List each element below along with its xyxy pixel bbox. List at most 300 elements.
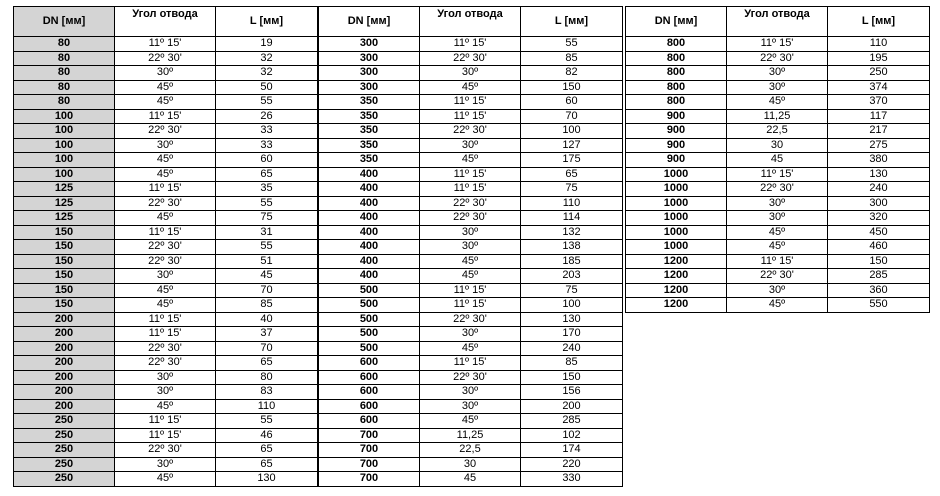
length-cell: 117 [828, 109, 930, 124]
dn-cell: 1000 [626, 240, 727, 255]
table-row [626, 298, 930, 313]
angle-cell: 11º 15' [420, 298, 521, 313]
table-row [14, 124, 318, 139]
table-row [319, 283, 623, 298]
dn-cell: 600 [319, 356, 420, 371]
dn-cell: 400 [319, 254, 420, 269]
angle-cell: 22º 30' [727, 51, 828, 66]
dn-cell: 125 [14, 196, 115, 211]
dn-cell: 700 [319, 457, 420, 472]
angle-cell: 45º [420, 153, 521, 168]
angle-cell: 22º 30' [420, 312, 521, 327]
table-row [14, 457, 318, 472]
table-row [14, 196, 318, 211]
angle-cell: 30º [115, 457, 216, 472]
length-cell: 550 [828, 298, 930, 313]
table-row [626, 80, 930, 95]
table-row [14, 269, 318, 284]
length-cell: 217 [828, 124, 930, 139]
dn-cell: 500 [319, 341, 420, 356]
table-row [319, 356, 623, 371]
dn-cell: 125 [14, 182, 115, 197]
length-cell: 360 [828, 283, 930, 298]
angle-cell: 45º [115, 80, 216, 95]
dn-header: DN [мм] [14, 7, 115, 37]
dn-cell: 200 [14, 399, 115, 414]
angle-cell: 11º 15' [115, 225, 216, 240]
dn-cell: 700 [319, 443, 420, 458]
dn-cell: 350 [319, 95, 420, 110]
table-row [319, 37, 623, 52]
length-cell: 130 [216, 472, 318, 487]
angle-cell: 30º [420, 66, 521, 81]
length-cell: 75 [521, 283, 623, 298]
table-row [14, 37, 318, 52]
length-cell: 300 [828, 196, 930, 211]
dn-cell: 800 [626, 51, 727, 66]
angle-cell: 45º [115, 283, 216, 298]
dn-cell: 350 [319, 109, 420, 124]
table-row [14, 428, 318, 443]
table-row [626, 182, 930, 197]
length-cell: 114 [521, 211, 623, 226]
angle-cell: 45º [115, 399, 216, 414]
table-row [14, 182, 318, 197]
table-row [626, 211, 930, 226]
length-cell: 156 [521, 385, 623, 400]
length-cell: 240 [521, 341, 623, 356]
length-cell: 275 [828, 138, 930, 153]
table-row [14, 356, 318, 371]
dn-cell: 800 [626, 66, 727, 81]
dn-cell: 900 [626, 138, 727, 153]
table-row [319, 240, 623, 255]
angle-cell: 22º 30' [115, 356, 216, 371]
length-cell: 65 [216, 167, 318, 182]
length-cell: 380 [828, 153, 930, 168]
length-cell: 85 [521, 356, 623, 371]
dn-cell: 150 [14, 254, 115, 269]
length-cell: 70 [216, 283, 318, 298]
angle-cell: 11º 15' [420, 356, 521, 371]
dn-cell: 250 [14, 428, 115, 443]
angle-cell: 11º 15' [420, 182, 521, 197]
dn-cell: 500 [319, 312, 420, 327]
dn-cell: 700 [319, 428, 420, 443]
angle-cell: 30º [727, 66, 828, 81]
length-cell: 130 [521, 312, 623, 327]
angle-cell: 30º [727, 211, 828, 226]
dn-cell: 200 [14, 341, 115, 356]
dn-cell: 80 [14, 51, 115, 66]
table-row [319, 167, 623, 182]
angle-cell: 45º [115, 211, 216, 226]
length-cell: 85 [216, 298, 318, 313]
header-row [14, 7, 318, 37]
angle-cell: 11º 15' [115, 109, 216, 124]
angle-cell: 45 [727, 153, 828, 168]
length-cell: 83 [216, 385, 318, 400]
table-row [626, 269, 930, 284]
angle-cell: 45º [420, 414, 521, 429]
angle-cell: 45º [115, 472, 216, 487]
angle-cell: 22º 30' [420, 124, 521, 139]
table-row [626, 254, 930, 269]
angle-cell: 45º [115, 167, 216, 182]
length-cell: 330 [521, 472, 623, 487]
length-cell: 150 [828, 254, 930, 269]
length-cell: 174 [521, 443, 623, 458]
dn-cell: 1000 [626, 211, 727, 226]
length-cell: 85 [521, 51, 623, 66]
dn-cell: 125 [14, 211, 115, 226]
bend-table-2 [318, 6, 623, 487]
dn-cell: 400 [319, 167, 420, 182]
dn-cell: 200 [14, 385, 115, 400]
table-row [626, 51, 930, 66]
length-cell: 240 [828, 182, 930, 197]
dn-cell: 350 [319, 153, 420, 168]
length-cell: 185 [521, 254, 623, 269]
table-row [14, 240, 318, 255]
table-row [626, 109, 930, 124]
length-cell: 55 [521, 37, 623, 52]
length-cell: 19 [216, 37, 318, 52]
length-cell: 45 [216, 269, 318, 284]
table-row [14, 472, 318, 487]
dn-cell: 100 [14, 109, 115, 124]
table-row [319, 153, 623, 168]
length-cell: 32 [216, 66, 318, 81]
length-cell: 138 [521, 240, 623, 255]
length-cell: 110 [216, 399, 318, 414]
table-row [626, 240, 930, 255]
table-row [626, 37, 930, 52]
length-cell: 40 [216, 312, 318, 327]
table-row [319, 443, 623, 458]
angle-cell: 11,25 [727, 109, 828, 124]
angle-cell: 45 [420, 472, 521, 487]
table-row [626, 167, 930, 182]
table-row [14, 414, 318, 429]
table-row [319, 399, 623, 414]
length-cell: 170 [521, 327, 623, 342]
table-row [319, 95, 623, 110]
angle-cell: 22º 30' [115, 51, 216, 66]
table-row [319, 298, 623, 313]
dn-cell: 1200 [626, 283, 727, 298]
dn-cell: 400 [319, 240, 420, 255]
dn-cell: 900 [626, 109, 727, 124]
angle-cell: 11º 15' [727, 167, 828, 182]
length-cell: 285 [521, 414, 623, 429]
table-row [319, 472, 623, 487]
angle-cell: 45º [727, 95, 828, 110]
table-row [319, 182, 623, 197]
length-cell: 70 [216, 341, 318, 356]
angle-cell: 30º [420, 138, 521, 153]
dn-cell: 200 [14, 370, 115, 385]
dn-cell: 100 [14, 124, 115, 139]
table-row [319, 312, 623, 327]
angle-cell: 11º 15' [115, 327, 216, 342]
table-row [14, 327, 318, 342]
angle-cell: 22,5 [727, 124, 828, 139]
dn-cell: 150 [14, 283, 115, 298]
dn-cell: 250 [14, 472, 115, 487]
length-cell: 82 [521, 66, 623, 81]
bend-table-1 [13, 6, 318, 487]
table-row [319, 80, 623, 95]
dn-header: DN [мм] [319, 7, 420, 37]
length-cell: 65 [216, 356, 318, 371]
dn-cell: 600 [319, 399, 420, 414]
length-cell: 220 [521, 457, 623, 472]
table-row [14, 167, 318, 182]
angle-cell: 11º 15' [420, 109, 521, 124]
dn-cell: 600 [319, 370, 420, 385]
header-row [626, 7, 930, 37]
length-cell: 80 [216, 370, 318, 385]
dn-cell: 300 [319, 37, 420, 52]
table-row [626, 95, 930, 110]
angle-cell: 30º [115, 269, 216, 284]
angle-cell: 45º [727, 225, 828, 240]
angle-cell: 45º [420, 80, 521, 95]
dn-cell: 1000 [626, 182, 727, 197]
length-cell: 65 [216, 457, 318, 472]
angle-cell: 30º [420, 240, 521, 255]
angle-cell: 11º 15' [115, 312, 216, 327]
dn-cell: 800 [626, 95, 727, 110]
length-cell: 100 [521, 298, 623, 313]
length-cell: 55 [216, 95, 318, 110]
angle-cell: 11º 15' [115, 37, 216, 52]
angle-cell: 22º 30' [420, 196, 521, 211]
dn-cell: 250 [14, 443, 115, 458]
angle-cell: 11º 15' [420, 167, 521, 182]
length-cell: 203 [521, 269, 623, 284]
dn-cell: 80 [14, 37, 115, 52]
length-cell: 110 [828, 37, 930, 52]
length-cell: 75 [521, 182, 623, 197]
dn-cell: 100 [14, 153, 115, 168]
dn-cell: 500 [319, 327, 420, 342]
angle-cell: 11º 15' [727, 254, 828, 269]
angle-cell: 30º [420, 385, 521, 400]
angle-cell: 45º [115, 298, 216, 313]
angle-cell: 22º 30' [420, 211, 521, 226]
dn-cell: 600 [319, 414, 420, 429]
dn-cell: 300 [319, 80, 420, 95]
dn-cell: 1200 [626, 269, 727, 284]
dn-cell: 900 [626, 124, 727, 139]
dn-cell: 250 [14, 457, 115, 472]
table-row [14, 138, 318, 153]
dn-cell: 700 [319, 472, 420, 487]
dn-cell: 400 [319, 211, 420, 226]
length-cell: 32 [216, 51, 318, 66]
table-row [319, 211, 623, 226]
angle-cell: 30 [727, 138, 828, 153]
angle-cell: 30º [115, 66, 216, 81]
table-row [14, 443, 318, 458]
length-cell: 195 [828, 51, 930, 66]
dn-cell: 1200 [626, 298, 727, 313]
dn-cell: 250 [14, 414, 115, 429]
length-cell: 70 [521, 109, 623, 124]
angle-cell: 45º [420, 269, 521, 284]
angle-cell: 11º 15' [115, 182, 216, 197]
length-cell: 65 [216, 443, 318, 458]
dn-cell: 350 [319, 124, 420, 139]
angle-header: Угол отвода [115, 7, 216, 37]
length-cell: 46 [216, 428, 318, 443]
dn-cell: 400 [319, 269, 420, 284]
angle-cell: 30º [115, 370, 216, 385]
angle-cell: 11,25 [420, 428, 521, 443]
dn-cell: 400 [319, 182, 420, 197]
table-row [319, 428, 623, 443]
dn-cell: 800 [626, 37, 727, 52]
table-row [319, 138, 623, 153]
table-row [319, 109, 623, 124]
dn-cell: 80 [14, 95, 115, 110]
dn-cell: 300 [319, 66, 420, 81]
table-body [319, 37, 623, 487]
length-cell: 65 [521, 167, 623, 182]
length-cell: 35 [216, 182, 318, 197]
dn-cell: 1000 [626, 225, 727, 240]
table-row [626, 124, 930, 139]
table-row [14, 283, 318, 298]
table-row [14, 211, 318, 226]
dn-header: DN [мм] [626, 7, 727, 37]
angle-cell: 22º 30' [727, 269, 828, 284]
angle-cell: 22º 30' [115, 240, 216, 255]
length-cell: 132 [521, 225, 623, 240]
dn-cell: 400 [319, 196, 420, 211]
dn-cell: 150 [14, 240, 115, 255]
angle-cell: 11º 15' [727, 37, 828, 52]
length-cell: 100 [521, 124, 623, 139]
angle-cell: 30º [420, 225, 521, 240]
dn-cell: 150 [14, 225, 115, 240]
table-row [319, 385, 623, 400]
table-row [319, 269, 623, 284]
length-header: L [мм] [216, 7, 318, 37]
angle-cell: 22º 30' [115, 443, 216, 458]
table-row [626, 283, 930, 298]
dn-cell: 500 [319, 298, 420, 313]
angle-cell: 30º [727, 196, 828, 211]
dn-cell: 1200 [626, 254, 727, 269]
angle-cell: 11º 15' [420, 37, 521, 52]
angle-cell: 22º 30' [115, 124, 216, 139]
length-cell: 26 [216, 109, 318, 124]
dn-cell: 1000 [626, 196, 727, 211]
table-row [319, 327, 623, 342]
length-cell: 55 [216, 240, 318, 255]
dn-cell: 150 [14, 269, 115, 284]
table-row [319, 457, 623, 472]
length-cell: 51 [216, 254, 318, 269]
angle-cell: 11º 15' [420, 283, 521, 298]
table-row [14, 399, 318, 414]
angle-cell: 11º 15' [115, 428, 216, 443]
length-cell: 33 [216, 124, 318, 139]
dn-cell: 80 [14, 66, 115, 81]
table-row [319, 254, 623, 269]
table-row [14, 385, 318, 400]
length-cell: 55 [216, 414, 318, 429]
table-row [626, 138, 930, 153]
table-row [626, 196, 930, 211]
length-cell: 31 [216, 225, 318, 240]
length-cell: 250 [828, 66, 930, 81]
length-cell: 460 [828, 240, 930, 255]
table-row [319, 225, 623, 240]
dn-cell: 200 [14, 356, 115, 371]
length-cell: 75 [216, 211, 318, 226]
length-header: L [мм] [828, 7, 930, 37]
angle-cell: 11º 15' [115, 414, 216, 429]
angle-cell: 30º [420, 399, 521, 414]
dn-cell: 800 [626, 80, 727, 95]
table-row [14, 225, 318, 240]
length-cell: 50 [216, 80, 318, 95]
dn-cell: 600 [319, 385, 420, 400]
table-row [626, 225, 930, 240]
angle-cell: 22º 30' [727, 182, 828, 197]
table-row [14, 153, 318, 168]
length-cell: 370 [828, 95, 930, 110]
angle-cell: 30º [115, 138, 216, 153]
length-cell: 37 [216, 327, 318, 342]
length-cell: 60 [521, 95, 623, 110]
dn-cell: 300 [319, 51, 420, 66]
length-cell: 110 [521, 196, 623, 211]
dn-cell: 100 [14, 138, 115, 153]
length-cell: 60 [216, 153, 318, 168]
table-row [626, 153, 930, 168]
angle-cell: 22º 30' [115, 254, 216, 269]
length-cell: 127 [521, 138, 623, 153]
angle-cell: 22º 30' [420, 51, 521, 66]
length-cell: 33 [216, 138, 318, 153]
table-body [626, 37, 930, 313]
angle-cell: 30 [420, 457, 521, 472]
dn-cell: 500 [319, 283, 420, 298]
angle-cell: 11º 15' [420, 95, 521, 110]
bend-table-3 [625, 6, 930, 313]
angle-cell: 45º [115, 95, 216, 110]
table-row [14, 66, 318, 81]
length-cell: 320 [828, 211, 930, 226]
angle-cell: 22º 30' [115, 341, 216, 356]
length-cell: 150 [521, 80, 623, 95]
length-cell: 450 [828, 225, 930, 240]
angle-cell: 45º [420, 254, 521, 269]
angle-cell: 30º [727, 283, 828, 298]
dn-cell: 1000 [626, 167, 727, 182]
table-body [14, 37, 318, 487]
length-cell: 200 [521, 399, 623, 414]
table-row [14, 298, 318, 313]
dn-cell: 350 [319, 138, 420, 153]
table-row [14, 51, 318, 66]
angle-cell: 30º [420, 327, 521, 342]
